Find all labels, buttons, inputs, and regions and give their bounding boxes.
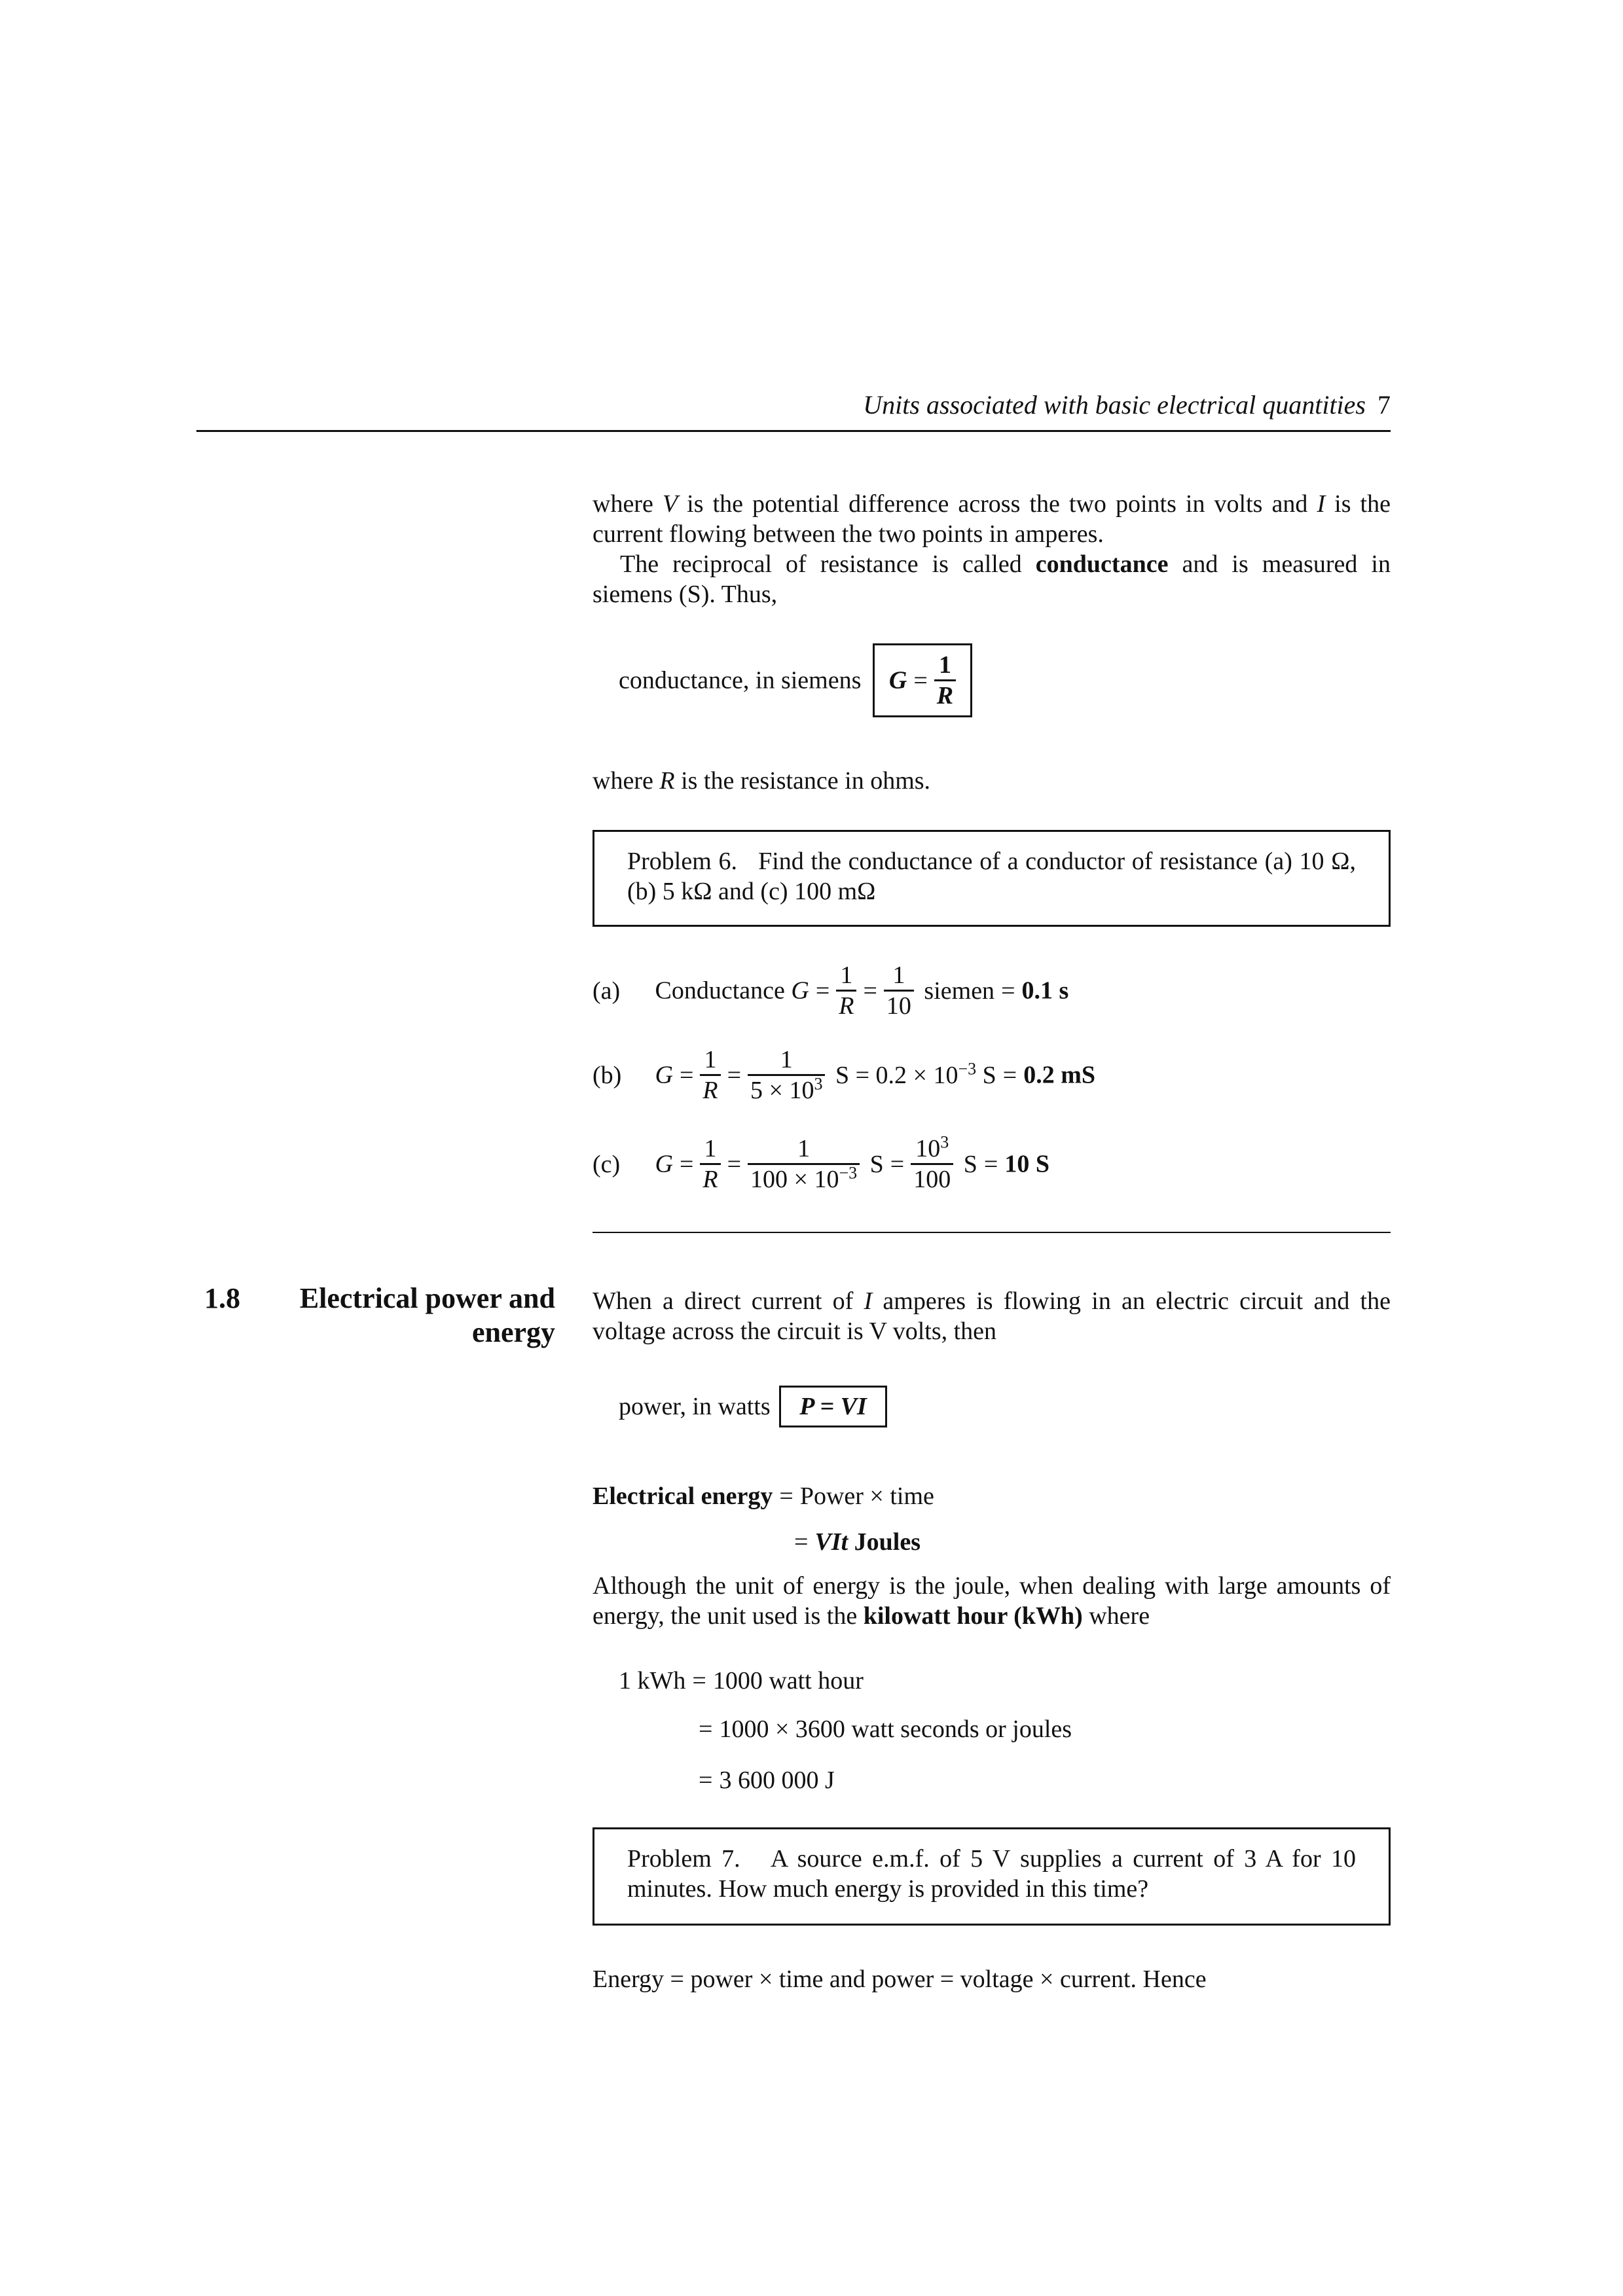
page-number: 7 — [1377, 390, 1391, 420]
final-line: Energy = power × time and power = voltage × current. Hence — [593, 1965, 1207, 1993]
problem-7-text: A source e.m.f. of 5 V supplies a current of 3 A for 10 minutes. How much energy is provided in this time? — [627, 1845, 1357, 1903]
solution-6a: (a) Conductance G = $\frac{1}{R}$ = $\frac{1}{10}$ siemen = 0.1 s — [593, 961, 1069, 1020]
result-6c: 10 S — [1004, 1150, 1049, 1178]
power-formula-label: power, in watts — [619, 1393, 771, 1420]
kwh-eq-line-3: = 3 600 000 J — [699, 1767, 835, 1794]
running-header — [196, 390, 1391, 420]
intro-paragraph-1: where V is the potential difference across the two points in volts and I is the current flowing between the two points in amperes. — [593, 490, 1391, 548]
problem-6-label: Problem 6. — [627, 848, 737, 875]
header-rule — [196, 430, 1391, 432]
section-title: Electrical power and energy — [299, 1282, 555, 1348]
problem-7-box — [593, 1827, 1391, 1926]
kwh-eq-line-2: = 1000 × 3600 watt seconds or joules — [699, 1715, 1072, 1743]
section-heading — [196, 1282, 555, 1354]
kwh-paragraph: Although the unit of energy is the joule, when dealing with large amounts of energy, the unit used is the kilowatt hour (kWh) where — [593, 1572, 1391, 1630]
running-title: Units associated with basic electrical quantities — [863, 390, 1366, 420]
kwh-eq-line-1: 1 kWh = 1000 watt hour — [619, 1667, 864, 1695]
where-r-line: where R is the resistance in ohms. — [593, 767, 931, 795]
section-number: 1.8 — [204, 1282, 240, 1314]
conductance-formula — [619, 643, 972, 717]
power-intro-paragraph: When a direct current of I amperes is flowing in an electric circuit and the voltage across the circuit is V volts, then — [593, 1287, 1391, 1345]
result-6b: 0.2 mS — [1023, 1061, 1096, 1089]
solution-6b: (b) G = $\frac{1}{R}$ = $\frac{1}{5 \times 10^3}$ $S = 0.2 \times 10^{-3}$ S = 0.2 mS — [593, 1046, 1096, 1104]
formula-label: conductance, in siemens — [619, 666, 862, 694]
energy-line-1: Electrical energy = Power × time — [593, 1482, 934, 1510]
problem-7-label: Problem 7. — [627, 1845, 740, 1873]
solution-6c: (c) G = $\frac{1}{R}$ = $\frac{1}{100 \times 10^{-3}}$ S = $\frac{10^3}{100}$ S = 10 S — [593, 1132, 1049, 1193]
power-formula-box: P = VI — [779, 1386, 887, 1427]
energy-line-2: = VIt Joules — [794, 1528, 921, 1556]
solution-divider — [593, 1232, 1391, 1233]
problem-6-text: Find the conductance of a conductor of resistance (a) 10 Ω, (b) 5 kΩ and (c) 100 mΩ — [627, 848, 1357, 905]
problem-6-box — [593, 830, 1391, 927]
intro-paragraph-2: The reciprocal of resistance is called conductance and is measured in siemens (S). Thus, — [593, 550, 1391, 608]
formula-box: G = $\frac{1}{R}$ — [873, 643, 972, 717]
result-6a: 0.1 s — [1021, 977, 1069, 1005]
power-formula — [619, 1386, 887, 1427]
